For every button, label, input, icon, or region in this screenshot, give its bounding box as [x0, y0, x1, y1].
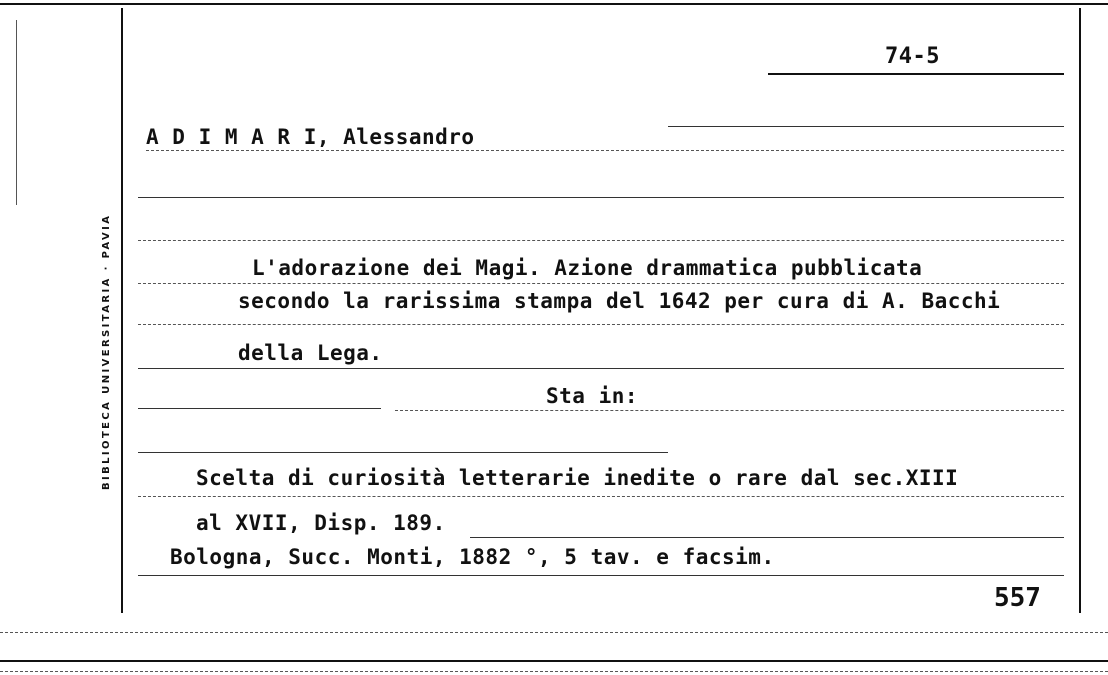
ruled-line [138, 197, 1064, 198]
ruled-line [138, 283, 1064, 284]
right-border-line [1079, 8, 1081, 613]
series-line: Scelta di curiosità letterarie inedite o rare dal sec.XIII [196, 466, 959, 490]
ruled-line [395, 410, 1064, 411]
ruled-line [138, 368, 1064, 369]
ruled-line [138, 240, 1064, 241]
call-number-underline [768, 73, 1064, 75]
ruled-line [138, 452, 668, 453]
ruled-line [138, 575, 1064, 576]
bottom-line [0, 632, 1108, 633]
ruled-line [138, 324, 1064, 325]
sta-in-label: Sta in: [546, 384, 639, 408]
left-margin-line [121, 8, 123, 613]
bottom-border [0, 660, 1108, 662]
bottom-line [0, 671, 1108, 672]
edge-mark [16, 20, 17, 205]
ruled-line [138, 408, 381, 409]
imprint-line: Bologna, Succ. Monti, 1882 °, 5 tav. e facsim. [170, 545, 775, 569]
library-stamp: BIBLIOTECA UNIVERSITARIA · PAVIA [101, 213, 112, 490]
series-line: al XVII, Disp. 189. [196, 511, 446, 535]
ruled-line [146, 150, 1064, 151]
handwritten-mark: 557 [994, 583, 1041, 613]
author-heading: A D I M A R I, Alessandro [146, 125, 475, 149]
ruled-line [138, 496, 1064, 497]
title-line: L'adorazione dei Magi. Azione drammatica pubblicata [252, 256, 923, 280]
ruled-line [668, 126, 1064, 127]
call-number: 74-5 [885, 44, 940, 69]
ruled-line [470, 537, 1064, 538]
title-line: secondo la rarissima stampa del 1642 per cura di A. Bacchi [238, 289, 1001, 313]
title-line: della Lega. [238, 341, 383, 365]
top-border [0, 3, 1108, 5]
